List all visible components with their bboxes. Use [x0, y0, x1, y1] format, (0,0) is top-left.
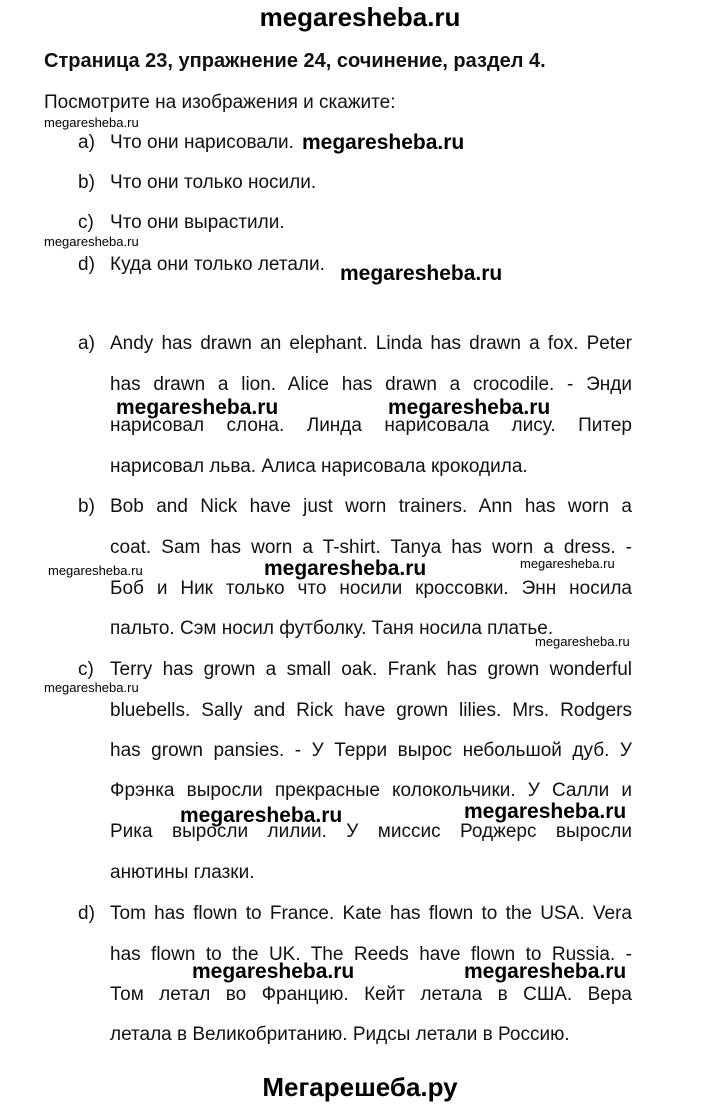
answer-line: летала в Великобританию. Ридсы летали в Россию. [110, 1024, 570, 1045]
intro-text: Посмотрите на изображения и скажите: [44, 92, 396, 113]
watermark: megaresheba.ru [44, 234, 139, 249]
answer-line: Bob and Nick have just worn trainers. Ann has worn a [110, 496, 632, 517]
answer-line: Том летал во Францию. Кейт летала в США. Вера [110, 984, 632, 1005]
answer-letter: c) [78, 659, 94, 680]
answer-line: has flown to the UK. The Reeds have flown to Russia. - [110, 944, 632, 965]
exercise-heading: Страница 23, упражнение 24, сочинение, раздел 4. [44, 50, 546, 72]
answer-line: нарисовал слона. Линда нарисовала лису. Питер [110, 415, 632, 436]
question-text: Куда они только летали. [110, 254, 325, 275]
answer-line: Tom has flown to France. Kate has flown to the USA. Vera [110, 903, 632, 924]
answer-line: bluebells. Sally and Rick have grown lilies. Mrs. Rodgers [110, 700, 632, 721]
watermark: megaresheba.ru [192, 960, 355, 983]
question-text: Что они только носили. [110, 172, 317, 193]
answer-line: нарисовал льва. Алиса нарисовала крокодила. [110, 456, 528, 477]
answer-line: Terry has grown a small oak. Frank has grown wonderful [110, 659, 632, 680]
watermark: megaresheba.ru [48, 563, 143, 578]
watermark: megaresheba.ru [535, 634, 630, 649]
answer-letter: b) [78, 496, 95, 517]
watermark: megaresheba.ru [388, 396, 551, 419]
answer-line: Боб и Ник только что носили кроссовки. Энн носила [110, 578, 632, 599]
watermark: megaresheba.ru [520, 556, 615, 571]
answer-line: Рика выросли лилии. У миссис Роджерс выросли [110, 821, 632, 842]
watermark: megaresheba.ru [116, 396, 279, 419]
answer-line: Andy has drawn an elephant. Linda has drawn a fox. Peter [110, 333, 632, 354]
question-letter: b) [78, 172, 95, 193]
question-text: Что они нарисовали. [110, 132, 294, 153]
answer-letter: a) [78, 333, 95, 354]
site-footer: Мегарешеба.ру [262, 1072, 458, 1102]
watermark: megaresheba.ru [44, 680, 139, 695]
watermark: megaresheba.ru [264, 557, 427, 580]
watermark: megaresheba.ru [464, 960, 627, 983]
answer-line: Фрэнка выросли прекрасные колокольчики. У Салли и [110, 780, 632, 801]
question-letter: c) [78, 212, 94, 233]
watermark: megaresheba.ru [340, 262, 503, 285]
answer-line: has grown pansies. - У Терри вырос небольшой дуб. У [110, 740, 632, 761]
answer-line: анютины глазки. [110, 862, 255, 883]
answer-letter: d) [78, 903, 95, 924]
question-text: Что они вырастили. [110, 212, 285, 233]
answer-line: has drawn a lion. Alice has drawn a crocodile. - Энди [110, 374, 632, 395]
question-letter: a) [78, 132, 95, 153]
answer-line: coat. Sam has worn a T-shirt. Tanya has worn a dress. - [110, 537, 632, 558]
site-header: megaresheba.ru [259, 2, 461, 32]
watermark: megaresheba.ru [464, 800, 627, 823]
watermark: megaresheba.ru [302, 131, 465, 154]
watermark: megaresheba.ru [44, 115, 139, 130]
question-letter: d) [78, 254, 95, 275]
watermark: megaresheba.ru [180, 804, 343, 827]
answer-line: пальто. Сэм носил футболку. Таня носила платье. [110, 618, 554, 639]
